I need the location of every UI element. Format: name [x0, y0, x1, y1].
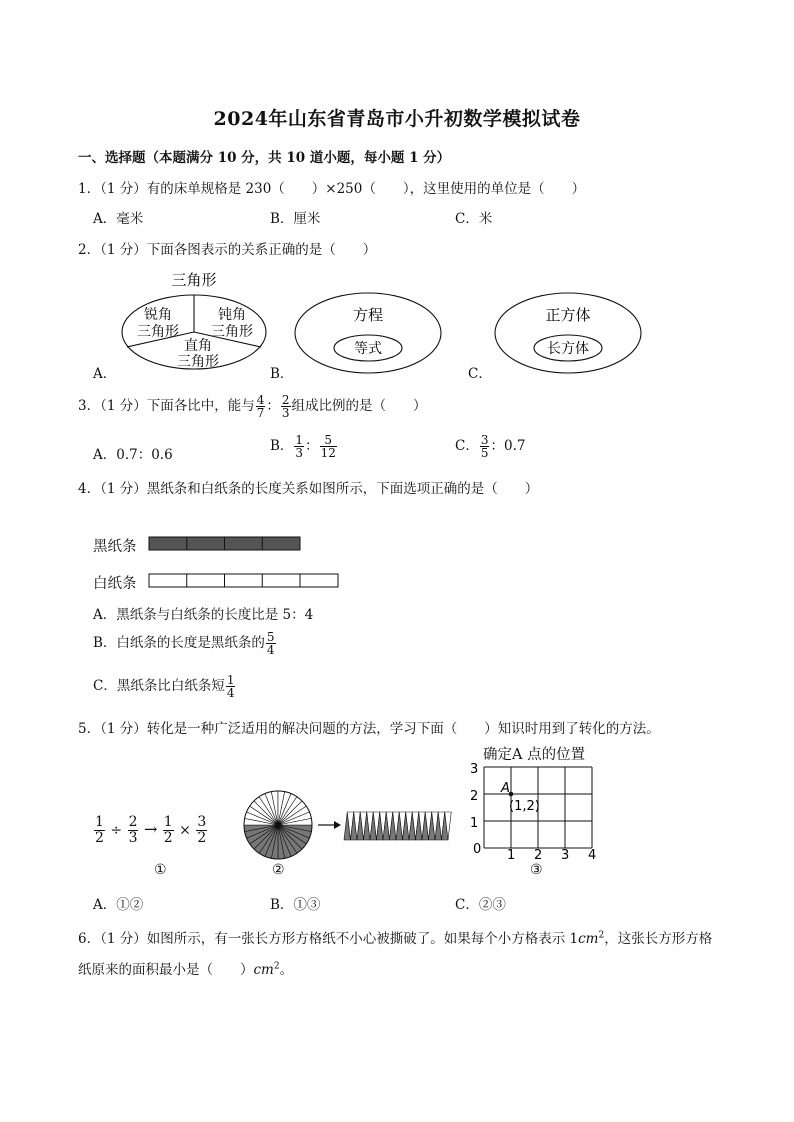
- q1-option-a[interactable]: A．毫米: [93, 211, 144, 227]
- q5-marker-1: ①: [154, 862, 167, 878]
- q5-expression: $\frac{1}{2}$ ÷ $\frac{2}{3}$ → $\frac{1}{2}$ × $\frac{3}{2}$: [95, 814, 207, 846]
- grid-title: 确定A 点的位置: [483, 747, 586, 763]
- black-strip-label: 黑纸条: [93, 539, 137, 555]
- q2-stem: 2．（1 分）下面各图表示的关系正确的是（ ）: [78, 242, 377, 258]
- q2-option-b[interactable]: B．: [270, 366, 294, 382]
- q5-option-c[interactable]: C．②③: [455, 897, 506, 913]
- q4-stem: 4．（1 分）黑纸条和白纸条的长度关系如图所示，下面选项正确的是（ ）: [78, 481, 539, 497]
- q5-option-b[interactable]: B．①③: [270, 897, 321, 913]
- fig-a-obtuse-1: 钝角: [218, 307, 246, 323]
- q5-stem: 5．（1 分）转化是一种广泛适用的解决问题的方法，学习下面（ ）知识时用到了转化的方法。: [78, 721, 660, 737]
- q3-colon: ：: [266, 398, 280, 414]
- fig-a-outer-label: 三角形: [171, 271, 217, 289]
- fig-a-acute-1: 锐角: [144, 307, 172, 323]
- q2-option-a[interactable]: A．: [93, 366, 117, 382]
- q1-stem: 1．（1 分）有的床单规格是 230（ ）×250（ ），这里使用的单位是（ ）: [78, 181, 586, 197]
- q3-option-a[interactable]: A．0.7：0.6: [93, 447, 173, 463]
- q4-option-b[interactable]: B．白纸条的长度是黑纸条的 $\frac{5}{4}$: [93, 630, 275, 657]
- q2-option-c[interactable]: C．: [468, 366, 492, 382]
- q6-line-2: 纸原来的面积最小是（ ）$cm^2$。: [78, 961, 294, 978]
- q2-figure-c: [492, 290, 644, 376]
- x-tick-1: 1: [507, 848, 516, 860]
- y-tick-3: 3: [470, 762, 479, 777]
- page-title: 2024年山东省青岛市小升初数学模拟试卷: [213, 108, 581, 130]
- x-tick-2: 2: [534, 848, 543, 860]
- white-strip-label: 白纸条: [93, 576, 137, 592]
- black-strip: [148, 536, 303, 552]
- q3-fraction-1: $\frac{4}{7}$: [256, 393, 265, 420]
- x-tick-4: 4: [588, 848, 597, 860]
- q3-option-c[interactable]: C． $\frac{3}{5}$ ：0.7: [455, 433, 526, 460]
- q5-marker-2: ②: [272, 862, 285, 878]
- fig-c-inner-label: 长方体: [547, 341, 589, 357]
- q2-figure-b: [292, 290, 444, 376]
- fig-a-obtuse-2: 三角形: [211, 324, 253, 340]
- fig-b-inner-label: 等式: [354, 341, 382, 357]
- q2-figure-a: [118, 265, 270, 375]
- fig-a-right-2: 三角形: [177, 354, 219, 370]
- y-tick-1: 1: [470, 816, 479, 831]
- q3-fraction-2: $\frac{2}{3}$: [281, 393, 290, 420]
- q5-marker-3: ③: [530, 862, 543, 878]
- q3-option-b[interactable]: B． $\frac{1}{3}$ ： $\frac{5}{12}$: [270, 433, 336, 460]
- q1-option-c[interactable]: C．米: [455, 211, 493, 227]
- q6-unit: cm: [578, 931, 599, 947]
- q3-stem-prefix: 3．（1 分）下面各比中，能与: [78, 398, 255, 414]
- fig-c-outer-label: 正方体: [545, 306, 591, 324]
- q4-option-a[interactable]: A．黑纸条与白纸条的长度比是 5：4: [93, 607, 314, 623]
- q5-option-a[interactable]: A．①②: [93, 897, 144, 913]
- q1-option-b[interactable]: B．厘米: [270, 211, 321, 227]
- y-tick-2: 2: [470, 789, 479, 804]
- arrow-icon: →: [143, 819, 158, 839]
- x-tick-0: 0: [473, 842, 482, 857]
- fig-a-right-1: 直角: [184, 338, 212, 354]
- q5-coordinate-grid: [468, 760, 608, 860]
- fig-b-outer-label: 方程: [352, 306, 384, 324]
- point-a-label: A: [501, 781, 510, 796]
- q6-line-1: 6．（1 分）如图所示，有一张长方形方格纸不小心被撕破了。如果每个小方格表示 $1cm^2$，这张长方形方格: [78, 930, 713, 947]
- q5-circle-figure: [242, 788, 452, 862]
- section-heading: 一、选择题（本题满分 10 分，共 10 道小题，每小题 1 分）: [78, 150, 451, 166]
- x-tick-3: 3: [561, 848, 570, 860]
- fig-a-acute-2: 三角形: [137, 324, 179, 340]
- q4-option-c[interactable]: C．黑纸条比白纸条短 $\frac{1}{4}$: [93, 673, 235, 700]
- point-a-coord: (1,2): [509, 799, 540, 814]
- q3-stem: [78, 394, 427, 419]
- q3-stem-suffix: 组成比例的是（ ）: [291, 398, 427, 414]
- white-strip: [148, 573, 341, 589]
